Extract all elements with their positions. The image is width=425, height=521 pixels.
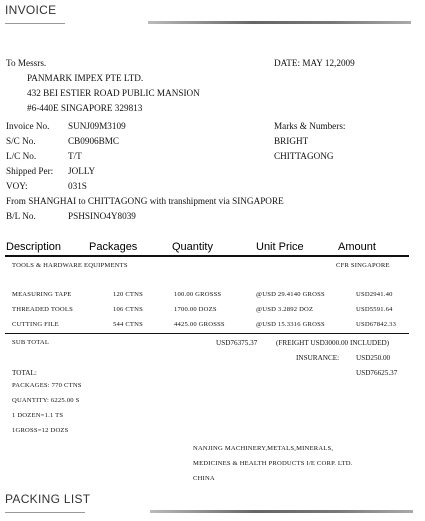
buyer-address-line1: 432 BEI ESTIER ROAD PUBLIC MANSION <box>27 88 200 98</box>
table-row-description: CUTTING FILE <box>12 321 59 328</box>
table-row-description: THREADED TOOLS <box>12 306 73 313</box>
table-row-amount: USD5591.64 <box>356 306 393 313</box>
table-row-quantity: 1700.00 DOZS <box>174 306 217 313</box>
summary-packages: PACKAGES: 770 CTNS <box>12 382 82 389</box>
insurance-value: USD250.00 <box>356 354 391 362</box>
bl-no-label: B/L No. <box>6 211 36 221</box>
invoice-no-value: SUNJ09M3109 <box>68 121 126 131</box>
summary-gross-conversion: 1GROSS=12 DOZS <box>12 427 69 434</box>
invoice-section-title: INVOICE <box>5 3 57 17</box>
price-terms: CFR SINGAPORE <box>336 262 390 269</box>
goods-category: TOOLS & HARDWARE EQUIPMENTS <box>12 262 128 269</box>
lc-no-value: T/T <box>68 151 82 161</box>
signature-line3: CHINA <box>193 475 215 482</box>
buyer-company: PANMARK IMPEX PTE LTD. <box>27 73 144 83</box>
table-row-packages: 544 CTNS <box>113 321 143 328</box>
footer-underline <box>5 512 85 513</box>
table-row-quantity: 4425.00 GROSSS <box>174 321 225 328</box>
buyer-address-line2: #6-440E SINGAPORE 329813 <box>27 103 143 113</box>
to-label: To Messrs. <box>6 58 47 68</box>
summary-quantity: QUANTITY: 6225.00 S <box>12 397 80 404</box>
table-row-unit-price: @USD 15.3316 GROSS <box>256 321 325 328</box>
invoice-date: DATE: MAY 12,2009 <box>274 58 355 68</box>
voy-value: 031S <box>68 181 87 191</box>
table-row-packages: 106 CTNS <box>113 306 143 313</box>
table-row-unit-price: @USD 29.4140 GROSS <box>256 291 325 298</box>
table-row-unit-price: @USD 3.2892 DOZ <box>256 306 314 313</box>
shipped-per-label: Shipped Per: <box>6 166 54 176</box>
sc-no-label: S/C No. <box>6 136 36 146</box>
bl-no-value: PSHSINO4Y8039 <box>68 211 136 221</box>
table-row-description: MEASURING TAPE <box>12 291 72 298</box>
marks-line2: CHITTAGONG <box>274 151 334 161</box>
invoice-no-label: Invoice No. <box>6 121 50 131</box>
freight-note: (FREIGHT USD3000.00 INCLUDED) <box>276 339 390 347</box>
total-value: USD76625.37 <box>356 369 398 377</box>
signature-line2: MEDICINES & HEALTH PRODUCTS I/E CORP. LTD. <box>193 460 353 467</box>
shipping-route: From SHANGHAI to CHITTAGONG with transhipment via SINGAPORE <box>6 196 284 206</box>
table-row-amount: USD67842.33 <box>356 321 397 328</box>
packing-list-title: PACKING LIST <box>5 492 91 506</box>
table-row-quantity: 100.00 GROSSS <box>174 291 222 298</box>
insurance-label: INSURANCE: <box>296 354 340 362</box>
voy-label: VOY: <box>6 181 28 191</box>
marks-line1: BRIGHT <box>274 136 309 146</box>
signature-line1: NANJING MACHINERY,METALS,MINERALS, <box>193 445 334 452</box>
sc-no-value: CB0906BMC <box>68 136 120 146</box>
shipped-per-value: JOLLY <box>68 166 96 176</box>
col-header-unit-price: Unit Price <box>256 241 304 253</box>
subtotal-label: SUB TOTAL <box>12 339 50 346</box>
footer-divider <box>150 510 413 513</box>
table-row-amount: USD2941.40 <box>356 291 393 298</box>
marks-label: Marks & Numbers: <box>274 121 346 131</box>
lc-no-label: L/C No. <box>6 151 37 161</box>
header-underline <box>5 23 65 24</box>
summary-dozen-conversion: 1 DOZEN=1.1 TS <box>12 412 64 419</box>
subtotal-value: USD76375.37 <box>216 339 258 347</box>
col-header-description: Description <box>6 241 62 253</box>
col-header-packages: Packages <box>89 241 138 253</box>
table-row-packages: 120 CTNS <box>113 291 143 298</box>
table-rows-rule <box>5 333 409 334</box>
col-header-amount: Amount <box>338 241 376 253</box>
table-header-rule <box>5 255 409 257</box>
col-header-quantity: Quantity <box>172 241 213 253</box>
total-label: TOTAL: <box>12 369 37 377</box>
header-divider <box>148 21 411 24</box>
